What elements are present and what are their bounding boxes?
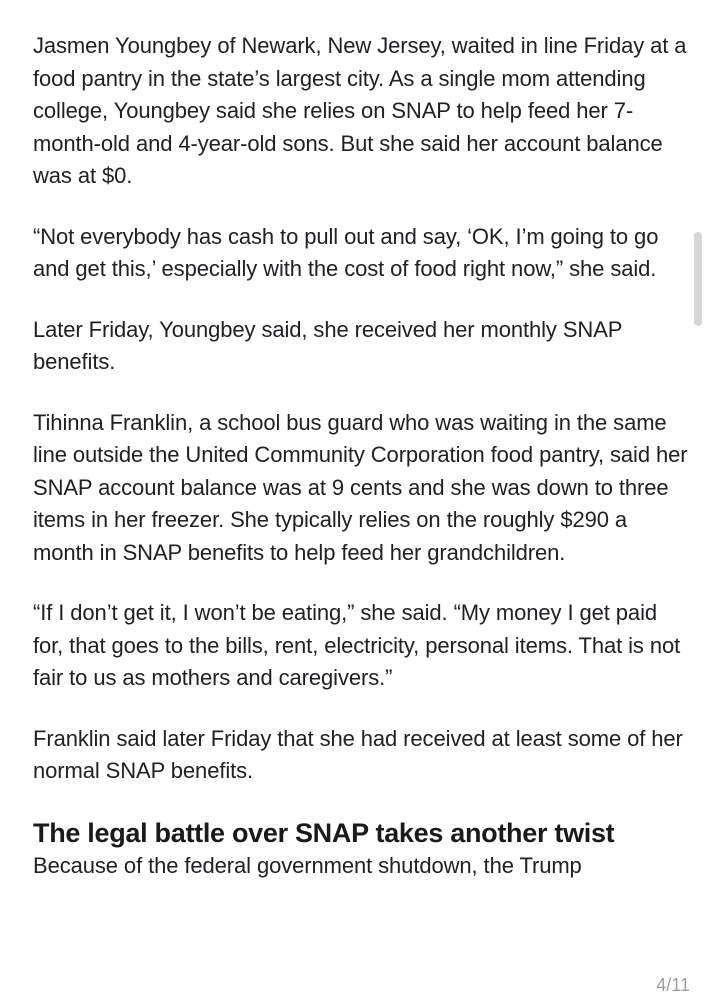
scrollbar-thumb[interactable]: [694, 232, 702, 326]
paragraph-3: Later Friday, Youngbey said, she received her monthly SNAP benefits.: [33, 316, 622, 374]
article-body: [33, 30, 693, 910]
paragraph-6: Franklin said later Friday that she had received at least some of her normal SNAP benefits.: [33, 725, 683, 783]
paragraph-5: “If I don’t get it, I won’t be eating,” she said. “My money I get paid for, that goes to the bills, rent, electricity, personal items. That is not fair to us as mothers and caregivers.”: [33, 600, 681, 690]
paragraph-4: Tihinna Franklin, a school bus guard who was waiting in the same line outside the United Community Corporation food pantry, said her SNAP account balance was at 9 cents and she was down to three items in her freezer. She typically relies on the roughly $290 a month in SNAP benefits to help feed her grandchildren.: [33, 409, 688, 565]
paragraph-2: “Not everybody has cash to pull out and say, ‘OK, I’m going to go and get this,’ especially with the cost of food right now,” she said.: [33, 223, 659, 281]
section-heading: The legal battle over SNAP takes another twist: [33, 817, 615, 848]
paragraph-1: Jasmen Youngbey of Newark, New Jersey, waited in line Friday at a food pantry in the state’s largest city. As a single mom attending college, Youngbey said she relies on SNAP to help feed her 7-month-old and 4-year-old sons. But she said her account balance was at $0.: [33, 33, 687, 188]
page-indicator: 4/11: [652, 975, 694, 996]
paragraph-7: Because of the federal government shutdown, the Trump: [33, 852, 582, 878]
